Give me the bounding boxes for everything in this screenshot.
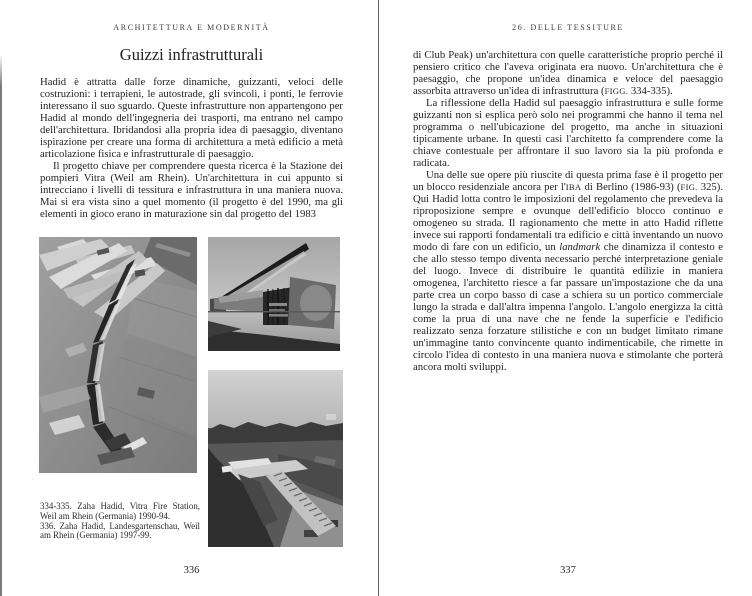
paragraph: 334-335. Zaha Hadid, Vitra Fire Station, Weil am Rhein (Germania) 1990-94. [40,501,200,521]
figure-335-vitra-photo [208,237,340,351]
figure-336-landesgartenschau-photo [208,370,343,547]
paragraph: di Club Peak) un'architettura con quelle caratteristiche proprio perché il pensiero critico che l'aveva originata era nuovo. Un'architettura che è paesaggio, che propone un'idea dinamica e veloce del paesaggio assorbita attraverso un'idea di infrastruttura (FIGG. 334-335). [413,49,723,97]
landesgartenschau-image [208,370,343,547]
paragraph: Una delle sue opere più riuscite di questa prima fase è il progetto per un blocco residenziale ancora per l'IBA di Berlino (1986-93) (FIG. 325). Qui Hadid lotta contro le imposizioni del regolamento che prevedeva la riproposizione sempre e ovunque dell'edificio blocco continuo e omogeneo su strada. Il ragionamento che mette in atto Hadid riflette invece sui rapporti fondamentali tra edificio e città inventando un nuovo modo di fare con un edificio, un landmark che dinamizza il contesto e che allo stesso tempo diventa necessario perché interpretazione geniale del luogo. Invece di distribuire le quantità edilizie in maniera omogenea, l'architetto riesce a far passare un'impostazione che da una parte crea un corpo basso di case a schiera su un portico commerciale lungo la strada e dall'altra impenna l'angolo. L'angolo energizza la città come la prua di una nave che ne fende la superficie e l'edificio realizzato senza forzature stilistiche e con un budget limitato rimane un'immagine tanto convincente quanto indimenticabile, che rimette in circolo l'idea di contesto in una maniera nuova e stimolante che porterà ancora molti sviluppi. [413,169,723,373]
section-title: Guizzi infrastrutturali [119,45,264,64]
page-gutter-line [378,0,379,596]
body-text-left [40,76,343,220]
body-text-right [413,49,723,373]
running-header-left: ARCHITETTURA E MODERNITÀ [113,23,270,32]
page-number-right: 337 [560,565,576,576]
figure-captions [40,502,200,541]
page-edge-shadow [0,54,2,596]
running-header-right: 26. DELLE TESSITURE [512,23,624,32]
vitra-fire-station-image [208,237,340,351]
figure-334-vitra-painting [39,237,197,473]
page-number-left: 336 [183,565,200,576]
paragraph: La riflessione della Hadid sul paesaggio infrastruttura e sulle forme guizzanti non si esplica però solo nei programmi che hanno il tema nel programma o nell'ubicazione del progetto, ma anche in situazioni tipicamente urbane. In questi casi l'architetto fa comprendere come la chiave contestuale per affrontare il suo lavoro sia la più profonda e radicata. [413,97,723,169]
paragraph: 336. Zaha Hadid, Landesgartenschau, Weil am Rhein (Germania) 1997-99. [40,520,200,541]
vitra-painting-image [39,237,197,473]
paragraph: Il progetto chiave per comprendere questa ricerca è la Stazione dei pompieri Vitra (Weil am Rhein). Un'architettura in cui appunto si intrecciano i livelli di tessitura e infrastruttura in una maniera nuova. Mai si era vista sino a quel momento (il progetto è del 1990, ma gli elementi in gioco erano in maturazione sin dal progetto del 1983 [40,160,343,220]
paragraph: Hadid è attratta dalle forze dinamiche, guizzanti, veloci delle costruzioni: i terrapieni, le autostrade, gli svincoli, i ponti, le ferrovie interessano il suo sguardo. Queste infrastrutture non appartengono per Hadid al mondo dell'ingegneria dei trasporti, ma entrano nel campo dell'architettura. Ibridandosi alla propria idea di paesaggio, diventano ispirazione per creare una forma di architettura a metà edificio a metà articolazione fisica e infrastrutturale di paesaggio. [40,76,343,160]
